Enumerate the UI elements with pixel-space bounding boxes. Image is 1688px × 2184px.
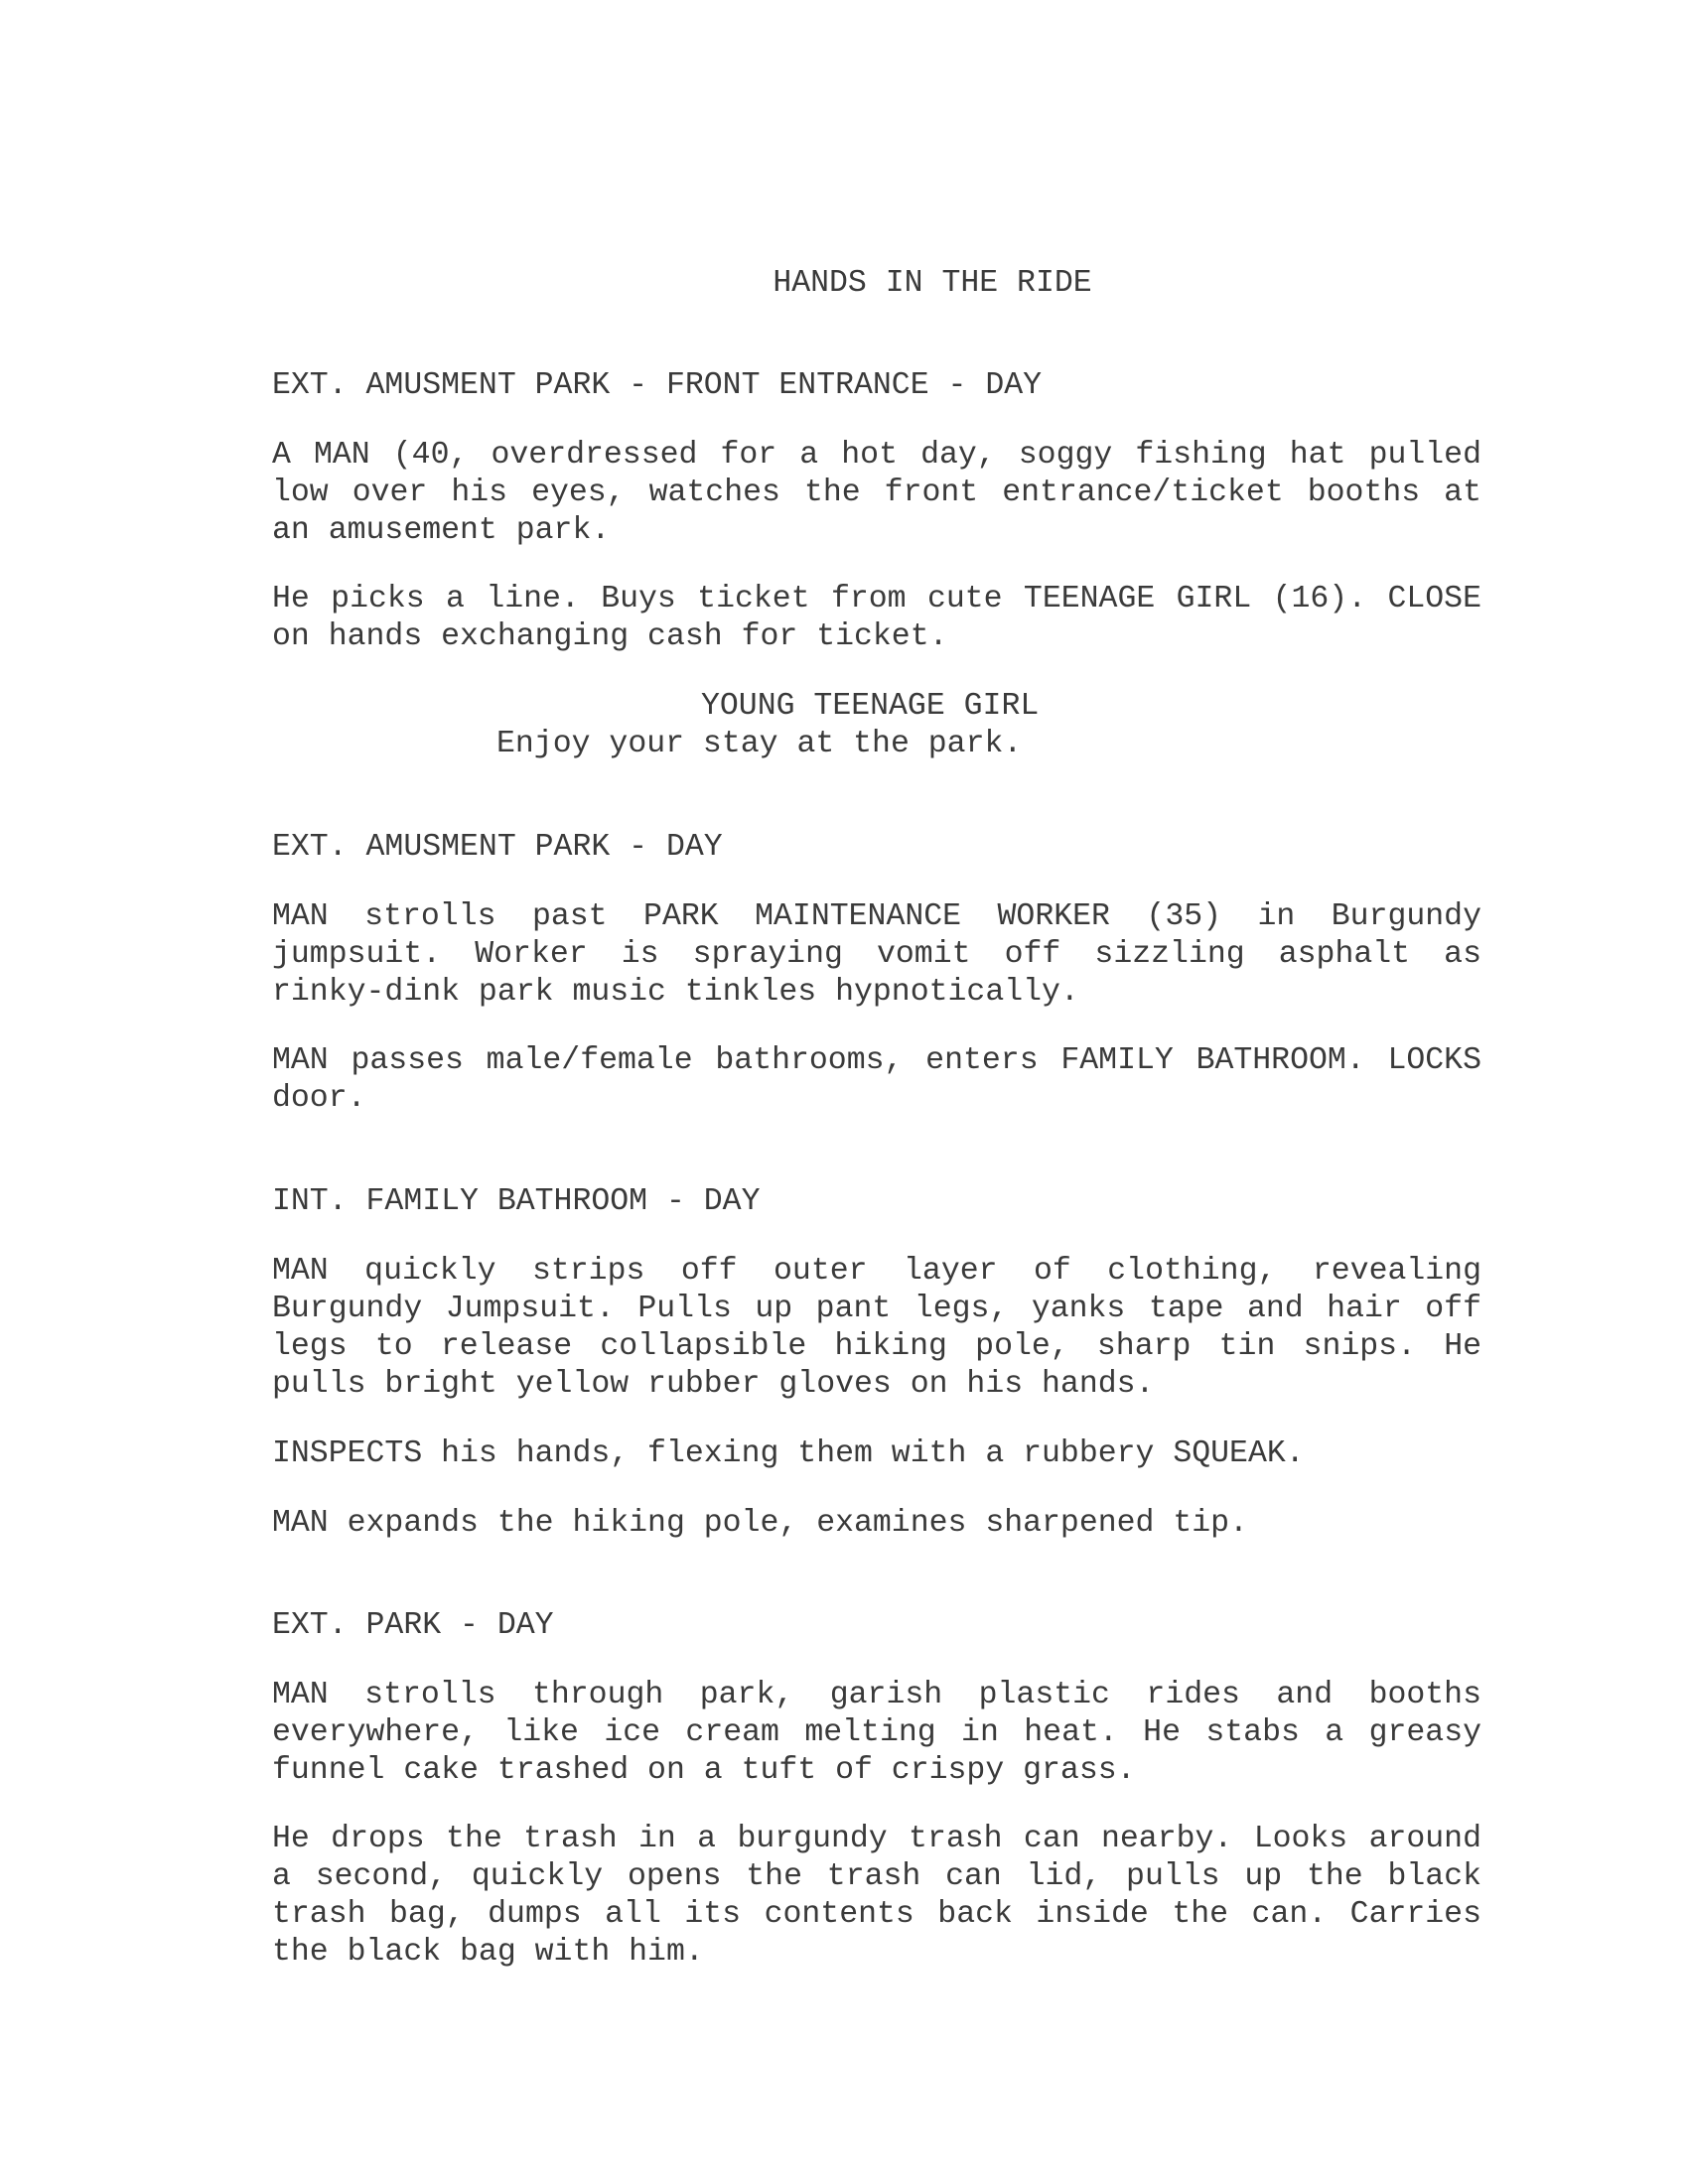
script-title: HANDS IN THE RIDE [773,266,1092,301]
action-paragraph: He drops the trash in a burgundy trash can nearby. Looks around a second, quickly opens the trash can lid, pulls up the black trash bag, dumps all its contents back inside the can. Carries the black bag with him. [272,1822,1481,1970]
action-paragraph: MAN strolls past PARK MAINTENANCE WORKER (35) in Burgundy jumpsuit. Worker is spraying vomit off sizzling asphalt as rinky-dink park music tinkles hypnotically. [272,899,1481,1010]
action-paragraph: MAN expands the hiking pole, examines sharpened tip. [272,1506,1248,1541]
action-paragraph: INSPECTS his hands, flexing them with a rubbery SQUEAK. [272,1436,1305,1471]
action-paragraph: MAN passes male/female bathrooms, enters FAMILY BATHROOM. LOCKS door. [272,1043,1481,1116]
scene-heading: INT. FAMILY BATHROOM - DAY [272,1184,761,1219]
action-paragraph: MAN quickly strips off outer layer of clothing, revealing Burgundy Jumpsuit. Pulls up pant legs, yanks tape and hair off legs to release collapsible hiking pole, sharp tin snips. He pulls bright yellow rubber gloves on his hands. [272,1254,1481,1402]
dialogue-line: Enjoy your stay at the park. [496,727,1023,761]
action-paragraph: MAN strolls through park, garish plastic rides and booths everywhere, like ice cream melting in heat. He stabs a greasy funnel cake trashed on a tuft of crispy grass. [272,1678,1481,1788]
scene-heading: EXT. AMUSMENT PARK - FRONT ENTRANCE - DAY [272,368,1043,403]
scene-heading: EXT. PARK - DAY [272,1608,554,1643]
action-paragraph: A MAN (40, overdressed for a hot day, soggy fishing hat pulled low over his eyes, watches the front entrance/ticket booths at an amusement park. [272,438,1481,548]
action-paragraph: He picks a line. Buys ticket from cute TEENAGE GIRL (16). CLOSE on hands exchanging cash for ticket. [272,582,1481,654]
scene-heading: EXT. AMUSMENT PARK - DAY [272,830,723,865]
dialogue-character: YOUNG TEENAGE GIRL [701,689,1040,724]
